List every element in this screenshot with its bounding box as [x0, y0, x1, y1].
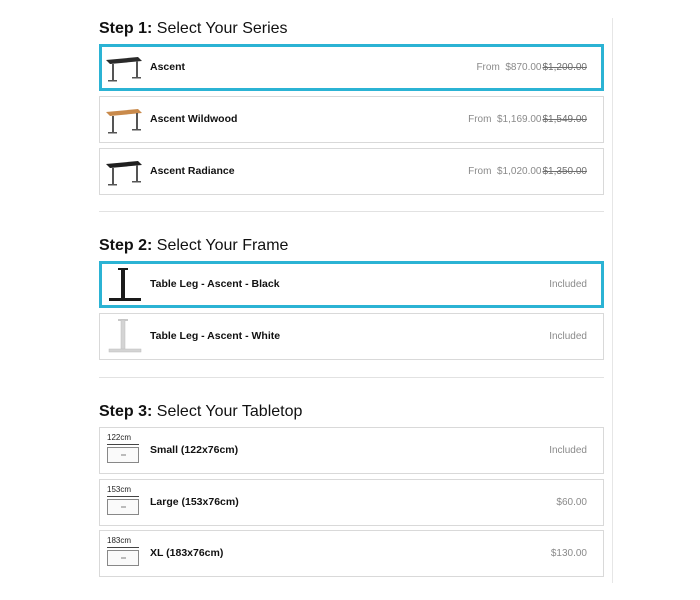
step-3-text: Select Your Tabletop: [156, 403, 303, 420]
step-2-title: [99, 237, 288, 255]
original-price: $1,350.00: [542, 166, 587, 177]
option-price: From $1,020.00$1,350.00: [468, 166, 587, 177]
step-2-label: Step 2:: [99, 237, 153, 254]
option-price: $60.00: [556, 497, 587, 508]
option-name: XL (183x76cm): [150, 547, 224, 559]
step-1-text: Select Your Series: [156, 20, 288, 37]
option-name: Table Leg - Ascent - Black: [150, 278, 280, 290]
original-price: $1,549.00: [542, 114, 587, 125]
tabletop-option-small[interactable]: [99, 427, 604, 474]
frame-option-white[interactable]: [99, 313, 604, 360]
step-3-title: [99, 403, 302, 421]
option-name: Ascent Wildwood: [150, 113, 238, 125]
step-1-label: Step 1:: [99, 20, 153, 37]
tabletop-option-xl[interactable]: [99, 530, 604, 577]
option-price: From $1,169.00$1,549.00: [468, 114, 587, 125]
wood-desk-icon: [104, 103, 144, 136]
section-divider: [99, 377, 604, 378]
option-name: Table Leg - Ascent - White: [150, 330, 281, 342]
option-price: From $870.00$1,200.00: [476, 62, 587, 73]
option-price: Included: [549, 279, 587, 290]
size-label: 153cm: [107, 485, 132, 494]
step-2-text: Select Your Frame: [156, 237, 289, 254]
step-3-label: Step 3:: [99, 403, 153, 420]
frame-option-black[interactable]: [99, 261, 604, 308]
series-option-ascent[interactable]: [99, 44, 604, 91]
original-price: $1,200.00: [542, 62, 587, 73]
option-name: Ascent: [150, 61, 186, 73]
black-leg-icon: [104, 266, 144, 303]
size-label: 122cm: [107, 433, 132, 442]
tabletop-size-icon: [104, 433, 144, 469]
step-1-title: [99, 20, 288, 38]
tabletop-size-icon: [104, 485, 144, 521]
series-option-ascent-radiance[interactable]: [99, 148, 604, 195]
size-label: 183cm: [107, 536, 132, 545]
white-leg-icon: [104, 317, 144, 354]
series-option-ascent-wildwood[interactable]: [99, 96, 604, 143]
tabletop-size-icon: [104, 536, 144, 572]
option-name: Small (122x76cm): [150, 444, 239, 456]
option-price: $130.00: [550, 548, 587, 559]
option-name: Ascent Radiance: [150, 165, 235, 177]
option-price: Included: [549, 445, 587, 456]
black-desk-icon: [104, 51, 144, 84]
section-divider: [99, 211, 604, 212]
black-desk-icon: [104, 155, 144, 188]
option-name: Large (153x76cm): [150, 496, 239, 508]
tabletop-option-large[interactable]: [99, 479, 604, 526]
vertical-divider: [612, 18, 613, 583]
option-price: Included: [549, 331, 587, 342]
